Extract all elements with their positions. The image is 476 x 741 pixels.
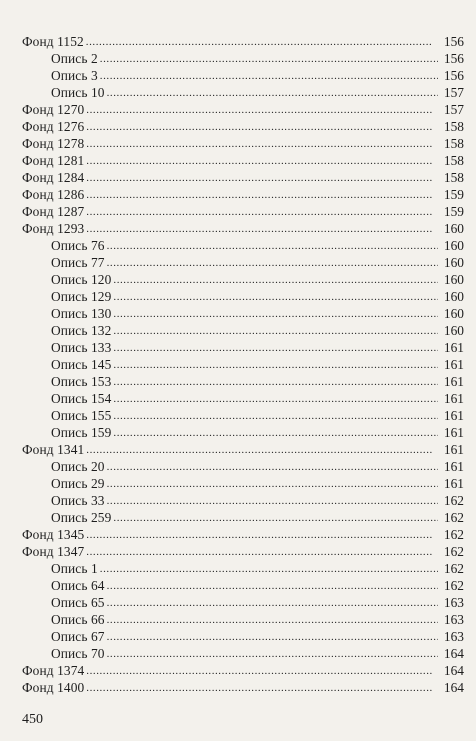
toc-entry-page: 162	[443, 561, 464, 576]
table-of-contents	[22, 33, 464, 696]
toc-entry-label: Фонд 1345	[22, 527, 85, 542]
dot-leader	[86, 442, 438, 459]
dot-leader	[107, 85, 438, 102]
toc-entry-label: Опись 20	[51, 459, 105, 474]
toc-entry	[22, 135, 464, 152]
toc-subentry	[22, 594, 464, 611]
toc-entry-label: Фонд 1281	[22, 153, 85, 168]
toc-entry-label: Опись 10	[51, 85, 105, 100]
toc-entry-page: 162	[443, 578, 464, 593]
toc-entry	[22, 543, 464, 560]
toc-entry	[22, 526, 464, 543]
toc-entry	[22, 679, 464, 696]
toc-entry-label: Опись 76	[51, 238, 105, 253]
toc-subentry	[22, 254, 464, 271]
toc-entry-page: 159	[443, 187, 464, 202]
toc-entry-page: 160	[443, 289, 464, 304]
toc-subentry	[22, 407, 464, 424]
toc-subentry	[22, 305, 464, 322]
toc-entry-label: Опись 65	[51, 595, 105, 610]
dot-leader	[86, 187, 438, 204]
toc-entry-page: 164	[443, 680, 464, 695]
dot-leader	[86, 153, 438, 170]
toc-entry-label: Опись 2	[51, 51, 98, 66]
toc-entry-label: Фонд 1400	[22, 680, 85, 695]
toc-entry-page: 160	[443, 221, 464, 236]
toc-subentry	[22, 390, 464, 407]
toc-entry-page: 161	[443, 459, 464, 474]
toc-entry-page: 157	[443, 102, 464, 117]
dot-leader	[107, 646, 438, 663]
toc-entry-page: 161	[443, 442, 464, 457]
toc-entry-label: Опись 129	[51, 289, 112, 304]
toc-entry	[22, 186, 464, 203]
toc-entry-label: Фонд 1278	[22, 136, 85, 151]
dot-leader	[107, 493, 438, 510]
dot-leader	[107, 612, 438, 629]
dot-leader	[113, 306, 438, 323]
dot-leader	[107, 476, 438, 493]
toc-subentry	[22, 560, 464, 577]
dot-leader	[86, 663, 438, 680]
toc-entry-label: Опись 77	[51, 255, 105, 270]
toc-subentry	[22, 339, 464, 356]
dot-leader	[107, 238, 438, 255]
dot-leader	[100, 51, 438, 68]
dot-leader	[113, 323, 438, 340]
toc-entry-label: Опись 154	[51, 391, 112, 406]
toc-entry-label: Опись 29	[51, 476, 105, 491]
toc-entry-label: Опись 259	[51, 510, 112, 525]
page-number: 450	[22, 712, 43, 727]
dot-leader	[107, 595, 438, 612]
toc-entry-page: 163	[443, 629, 464, 644]
toc-entry-page: 160	[443, 323, 464, 338]
toc-entry-page: 164	[443, 646, 464, 661]
toc-entry-label: Опись 130	[51, 306, 112, 321]
toc-entry-page: 158	[443, 119, 464, 134]
toc-subentry	[22, 475, 464, 492]
toc-entry-label: Опись 1	[51, 561, 98, 576]
toc-subentry	[22, 611, 464, 628]
toc-entry-label: Опись 155	[51, 408, 112, 423]
toc-subentry	[22, 492, 464, 509]
toc-entry-label: Фонд 1286	[22, 187, 85, 202]
toc-entry-label: Фонд 1152	[22, 34, 84, 49]
toc-entry	[22, 662, 464, 679]
dot-leader	[107, 459, 438, 476]
toc-entry	[22, 220, 464, 237]
toc-entry-label: Опись 3	[51, 68, 98, 83]
dot-leader	[113, 408, 438, 425]
toc-entry-label: Фонд 1293	[22, 221, 85, 236]
dot-leader	[100, 561, 438, 578]
toc-entry-label: Опись 33	[51, 493, 105, 508]
dot-leader	[107, 255, 438, 272]
toc-entry-page: 164	[443, 663, 464, 678]
toc-entry	[22, 101, 464, 118]
toc-entry-label: Фонд 1341	[22, 442, 85, 457]
dot-leader	[113, 510, 438, 527]
toc-entry-page: 158	[443, 136, 464, 151]
dot-leader	[86, 119, 438, 136]
toc-subentry	[22, 645, 464, 662]
toc-entry-label: Опись 133	[51, 340, 112, 355]
toc-entry-label: Опись 70	[51, 646, 105, 661]
toc-entry-page: 162	[443, 510, 464, 525]
toc-entry-page: 161	[443, 476, 464, 491]
toc-entry-page: 160	[443, 306, 464, 321]
toc-entry	[22, 203, 464, 220]
toc-entry-page: 160	[443, 272, 464, 287]
dot-leader	[86, 527, 438, 544]
toc-entry-page: 160	[443, 255, 464, 270]
dot-leader	[86, 680, 438, 697]
toc-entry-label: Опись 120	[51, 272, 112, 287]
dot-leader	[113, 374, 438, 391]
dot-leader	[86, 102, 438, 119]
toc-subentry	[22, 50, 464, 67]
toc-entry-page: 163	[443, 595, 464, 610]
toc-entry-page: 161	[443, 357, 464, 372]
toc-entry-label: Опись 132	[51, 323, 112, 338]
dot-leader	[113, 340, 438, 357]
toc-entry-label: Опись 66	[51, 612, 105, 627]
toc-subentry	[22, 424, 464, 441]
toc-entry	[22, 441, 464, 458]
toc-entry-page: 159	[443, 204, 464, 219]
toc-entry-page: 163	[443, 612, 464, 627]
toc-entry-label: Фонд 1276	[22, 119, 85, 134]
toc-entry-page: 161	[443, 340, 464, 355]
toc-subentry	[22, 271, 464, 288]
toc-subentry	[22, 458, 464, 475]
toc-entry-label: Опись 67	[51, 629, 105, 644]
toc-subentry	[22, 237, 464, 254]
dot-leader	[113, 289, 438, 306]
toc-entry-label: Фонд 1284	[22, 170, 85, 185]
dot-leader	[86, 170, 438, 187]
toc-subentry	[22, 356, 464, 373]
toc-entry-page: 156	[443, 34, 464, 49]
toc-entry-page: 162	[443, 493, 464, 508]
toc-entry-page: 157	[443, 85, 464, 100]
dot-leader	[113, 425, 438, 442]
dot-leader	[107, 578, 438, 595]
toc-entry-page: 162	[443, 527, 464, 542]
toc-entry-page: 158	[443, 170, 464, 185]
dot-leader	[113, 357, 438, 374]
dot-leader	[86, 34, 438, 51]
toc-subentry	[22, 67, 464, 84]
toc-subentry	[22, 577, 464, 594]
dot-leader	[86, 221, 438, 238]
toc-entry-page: 161	[443, 425, 464, 440]
toc-entry-page: 161	[443, 408, 464, 423]
toc-entry-label: Фонд 1270	[22, 102, 85, 117]
toc-entry-label: Опись 159	[51, 425, 112, 440]
toc-entry-page: 158	[443, 153, 464, 168]
dot-leader	[113, 272, 438, 289]
toc-entry	[22, 152, 464, 169]
dot-leader	[86, 136, 438, 153]
toc-entry-label: Опись 64	[51, 578, 105, 593]
toc-subentry	[22, 628, 464, 645]
dot-leader	[100, 68, 438, 85]
toc-entry-label: Опись 145	[51, 357, 112, 372]
toc-subentry	[22, 288, 464, 305]
toc-entry-page: 161	[443, 391, 464, 406]
toc-entry	[22, 33, 464, 50]
toc-entry-page: 156	[443, 51, 464, 66]
toc-entry-label: Фонд 1287	[22, 204, 85, 219]
dot-leader	[86, 204, 438, 221]
toc-entry-label: Фонд 1374	[22, 663, 85, 678]
dot-leader	[107, 629, 438, 646]
toc-entry-page: 161	[443, 374, 464, 389]
toc-entry-page: 162	[443, 544, 464, 559]
dot-leader	[86, 544, 438, 561]
toc-entry-page: 160	[443, 238, 464, 253]
toc-entry-page: 156	[443, 68, 464, 83]
toc-entry-label: Фонд 1347	[22, 544, 85, 559]
toc-subentry	[22, 373, 464, 390]
toc-subentry	[22, 84, 464, 101]
toc-subentry	[22, 509, 464, 526]
toc-entry-label: Опись 153	[51, 374, 112, 389]
toc-entry	[22, 118, 464, 135]
dot-leader	[113, 391, 438, 408]
toc-subentry	[22, 322, 464, 339]
toc-entry	[22, 169, 464, 186]
